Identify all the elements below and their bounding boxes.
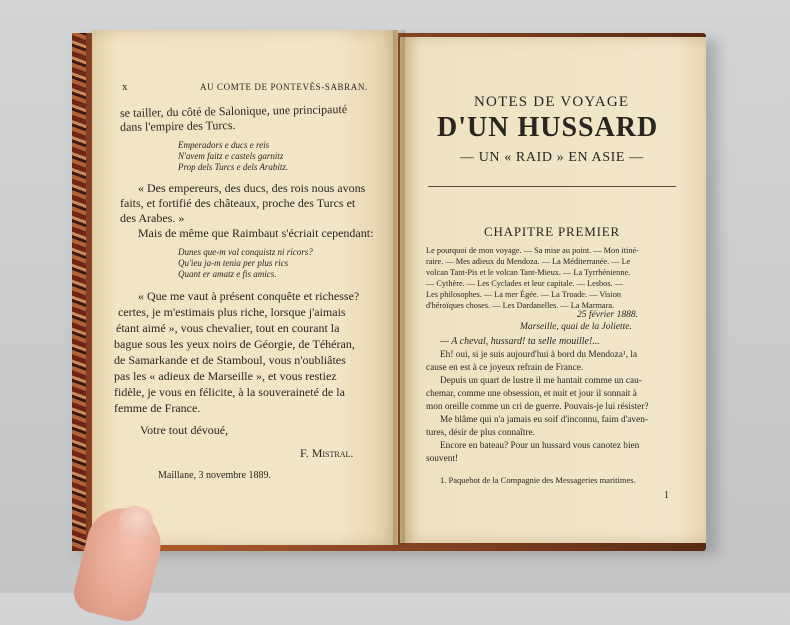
left-line: des Arabes. » bbox=[120, 211, 185, 225]
left-line: femme de France. bbox=[114, 401, 201, 415]
body-line: — A cheval, hussard! ta selle mouille!... bbox=[440, 336, 600, 347]
left-line: « Des empereurs, des ducs, des rois nous avons bbox=[138, 181, 366, 195]
dateline: Maillane, 3 novembre 1889. bbox=[158, 470, 272, 481]
left-line: Mais de même que Raimbaut s'écriait cependant: bbox=[138, 226, 374, 240]
left-line: « Que me vaut à présent conquête et richesse? bbox=[138, 289, 360, 303]
left-line: pas les « adieux de Marseille », et vous restiez bbox=[114, 369, 337, 383]
body-line: Eh! oui, si je suis aujourd'hui à bord du Mendoza¹, la bbox=[440, 350, 638, 360]
title-line-1: NOTES DE VOYAGE bbox=[474, 94, 630, 110]
body-line: tures, désir de plus connaître. bbox=[426, 428, 535, 438]
date-line: 25 février 1888. bbox=[577, 310, 638, 320]
left-line: certes, je m'estimais plus riche, lorsque j'aimais bbox=[118, 305, 346, 319]
closing: Votre tout dévoué, bbox=[140, 423, 229, 437]
verse-line: N'avem faitz e castels garnitz bbox=[178, 151, 284, 161]
verse-line: Prop dels Turcs e dels Arabitz. bbox=[178, 162, 289, 172]
chapter-heading: CHAPITRE PREMIER bbox=[484, 224, 620, 239]
summary-line: Le pourquoi de mon voyage. — Sa mise au point. — Mon itiné- bbox=[426, 246, 639, 255]
place-line: Marseille, quai de la Joliette. bbox=[520, 322, 632, 332]
signature: F. Mistral. bbox=[300, 446, 354, 460]
running-head: AU COMTE DE PONTEVÈS-SABRAN. bbox=[200, 82, 368, 92]
title-line-3: — UN « RAID » EN ASIE — bbox=[460, 150, 644, 165]
verse-line: Quant er amatz e fis amics. bbox=[178, 269, 277, 279]
left-line: fidèle, je vous en félicite, à la souveraineté de la bbox=[114, 385, 345, 399]
body-line: chemar, comme une obsession, et nuit et jour il sonnait à bbox=[426, 389, 637, 399]
verse-line: Qu'ieu ja-m tenia per plus rics bbox=[178, 258, 289, 268]
left-line: faits, et fortifié des châteaux, proche des Turcs et bbox=[120, 196, 356, 210]
summary-line: — Cythère. — Les Cyclades et leur capitale. — Lesbos. — bbox=[426, 279, 623, 288]
left-line: se tailler, du côté de Salonique, une principauté bbox=[119, 102, 348, 120]
footnote: 1. Paquebot de la Compagnie des Messageries maritimes. bbox=[440, 475, 636, 485]
verse-line: Dunes que-m val conquistz ni ricors? bbox=[178, 247, 313, 257]
summary-line: Les philosophes. — La mer Égée. — La Troade. — Vision bbox=[426, 290, 621, 299]
title-line-2: D'UN HUSSARD bbox=[437, 112, 659, 143]
body-line: Encore en bateau? Pour un hussard vous canotez bien bbox=[440, 441, 640, 451]
title-rule bbox=[428, 186, 676, 187]
summary-line: volcan Tant-Pis et le volcan Tant-Mieux. — La Tyrrhénienne. bbox=[426, 268, 631, 277]
summary-line: d'héroïques choses. — Les Dardanelles. — La Marmara. bbox=[426, 301, 615, 310]
body-line: souvent! bbox=[426, 454, 459, 464]
left-line: étant aimé », vous chevalier, tout en courant la bbox=[116, 321, 340, 335]
body-line: Me blâme qui n'a jamais eu soif d'inconnu, faim d'aven- bbox=[440, 415, 648, 425]
body-line: Depuis un quart de lustre il me hantait comme un cau- bbox=[440, 376, 642, 386]
left-line: dans l'empire des Turcs. bbox=[119, 117, 236, 135]
summary-line: raire. — Mes adieux du Mendoza. — La Méditerranée. — Le bbox=[426, 257, 631, 266]
marbled-edge bbox=[72, 33, 86, 551]
body-line: mon oreille comme un cri de guerre. Pouvais-je lui résister? bbox=[426, 402, 649, 412]
left-line: de Samarkande et de Stamboul, vous n'oubliâtes bbox=[114, 353, 346, 367]
right-page-number: 1 bbox=[664, 490, 669, 501]
left-line: bague sous les yeux noirs de Géorgie, de Téhéran, bbox=[114, 337, 355, 351]
book-gutter bbox=[393, 30, 405, 546]
verse-line: Emperadors e ducs e reis bbox=[178, 140, 270, 150]
body-line: cause en est à ce joyeux refrain de France. bbox=[426, 363, 584, 373]
left-page-number: x bbox=[122, 81, 128, 93]
